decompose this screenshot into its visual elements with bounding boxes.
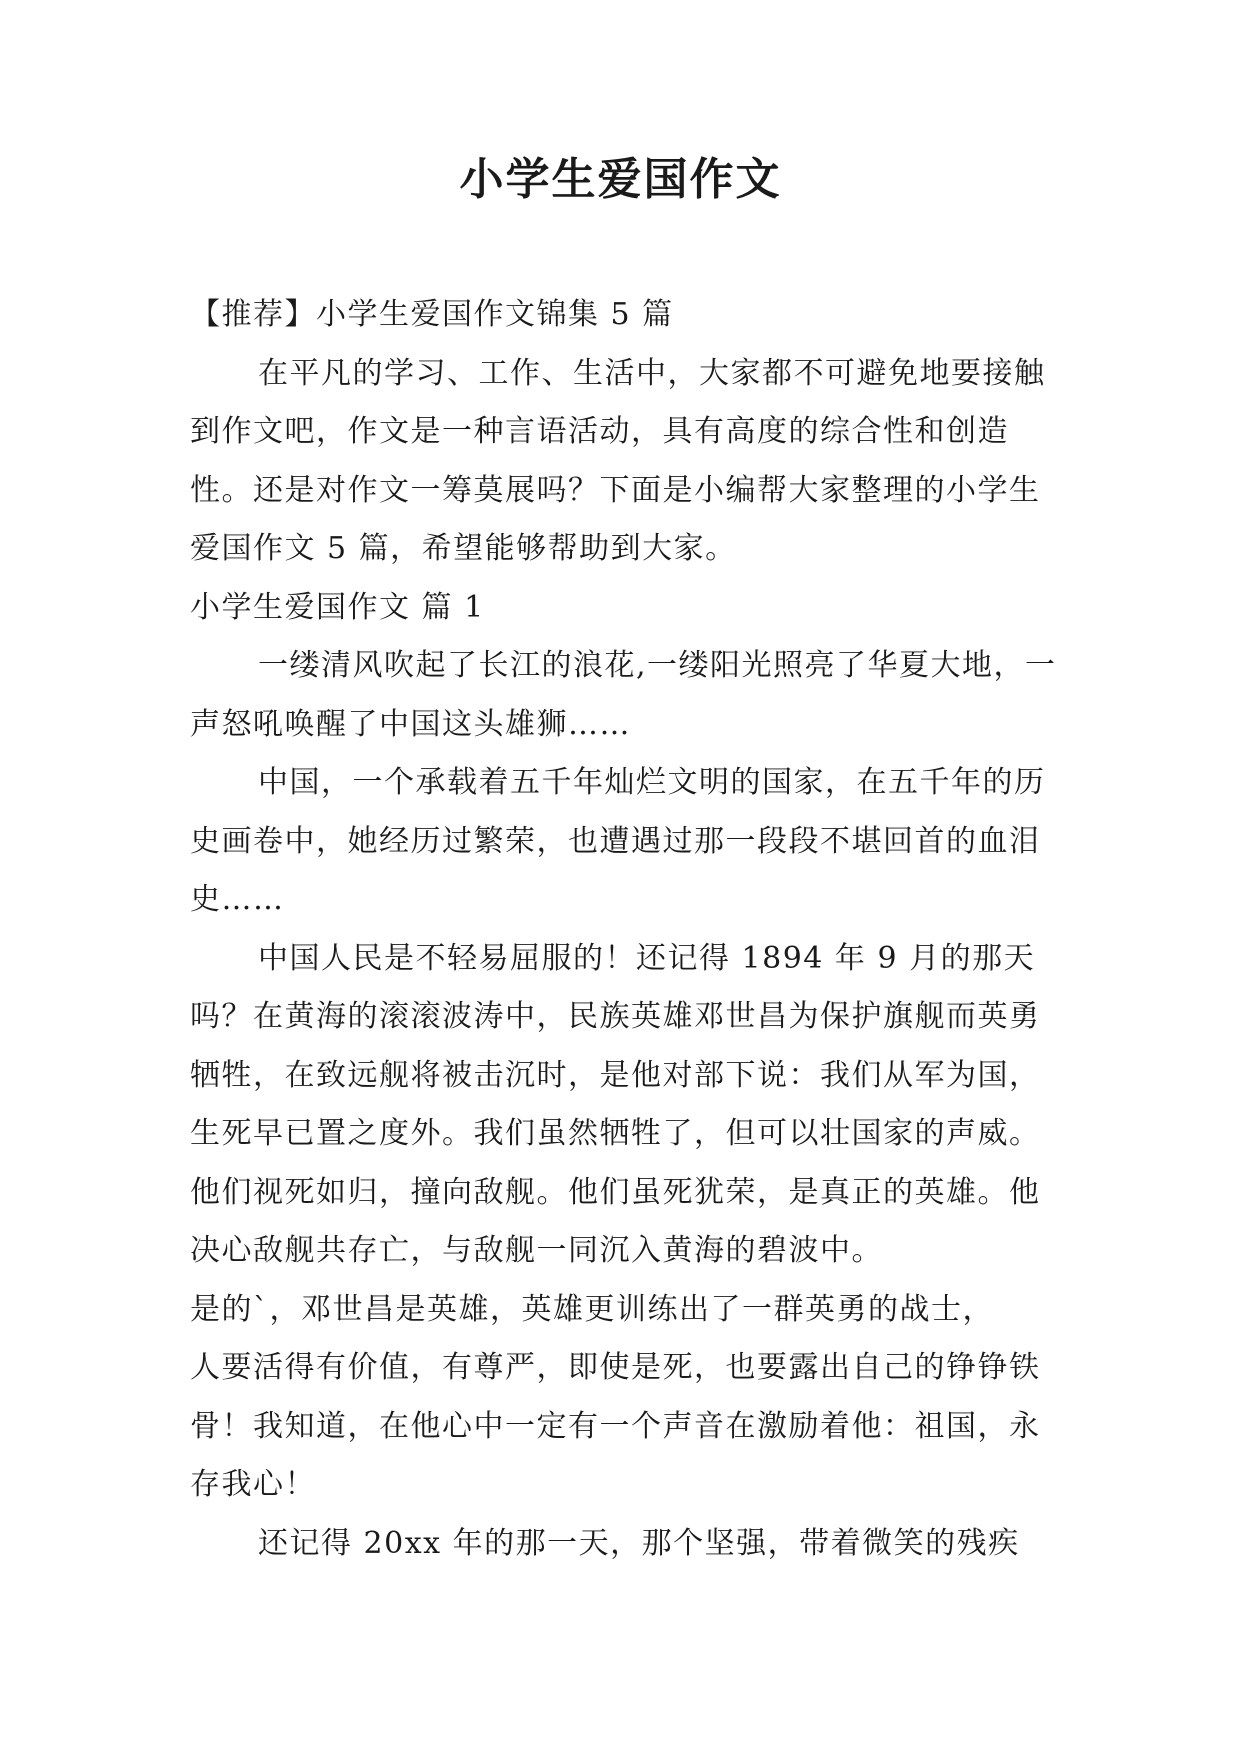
- essay-heading: 小学生爱国作文 篇 1: [190, 589, 485, 625]
- essay-paragraph: 中国，一个承载着五千年灿烂文明的国家，在五千年的历史画卷中，她经历过繁荣，也遭遇过那一段段不堪回首的血泪史……: [190, 765, 1046, 917]
- recommend-line: 【推荐】小学生爱国作文锦集 5 篇: [190, 297, 674, 332]
- essay-paragraph: 是的`，邓世昌是英雄，英雄更训练出了一群英勇的战士，: [190, 1291, 994, 1327]
- document-body: [190, 286, 1060, 1573]
- intro-paragraph: 在平凡的学习、工作、生活中，大家都不可避免地要接触到作文吧，作文是一种言语活动，具有高度的综合性和创造性。还是对作文一筹莫展吗？下面是小编帮大家整理的小学生爱国作文 5 篇，希望能够帮助到大家。: [190, 355, 1046, 566]
- essay-paragraph: 人要活得有价值，有尊严，即使是死，也要露出自己的铮铮铁骨！我知道，在他心中一定有一个声音在激励着他：祖国，永存我心！: [190, 1350, 1041, 1502]
- essay-paragraph: 还记得 20xx 年的那一天，那个坚强，带着微笑的残疾: [258, 1525, 1020, 1561]
- essay-paragraph: 一缕清风吹起了长江的浪花,一缕阳光照亮了华夏大地，一声怒吼唤醒了中国这头雄狮……: [190, 648, 1057, 742]
- essay-paragraph: 中国人民是不轻易屈服的！还记得 1894 年 9 月的那天吗？在黄海的滚滚波涛中，民族英雄邓世昌为保护旗舰而英勇牺牲，在致远舰将被击沉时，是他对部下说：我们从军为国，生死早已置之度外。我们虽然牺牲了，但可以壮国家的声威。他们视死如归，撞向敌舰。他们虽死犹荣，是真正的英雄。他决心敌舰共存亡，与敌舰一同沉入黄海的碧波中。: [190, 940, 1041, 1268]
- document-title: 小学生爱国作文: [459, 154, 782, 205]
